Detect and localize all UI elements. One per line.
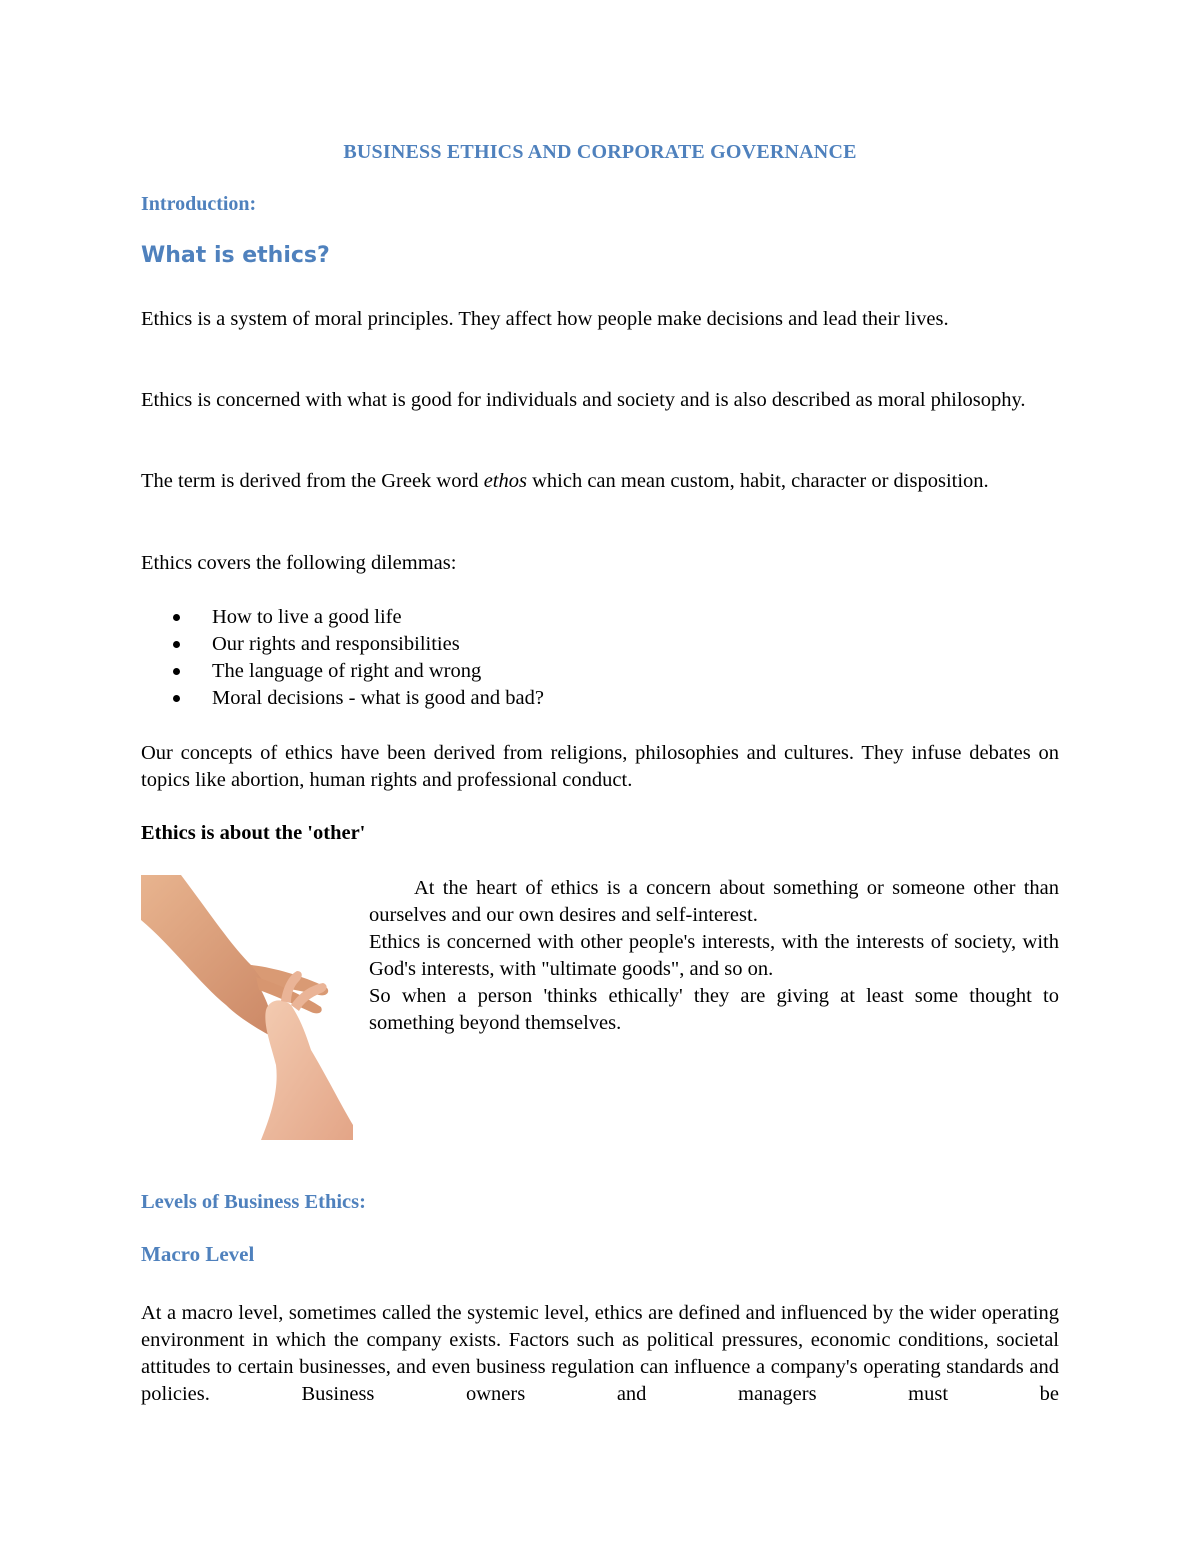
other-paragraph: At the heart of ethics is a concern about something or someone other than ourselves and our own desires and self-interest. — [369, 877, 1059, 926]
dilemmas-list — [141, 604, 1059, 712]
ethics-other-heading: Ethics is about the 'other' — [141, 822, 366, 844]
levels-heading: Levels of Business Ethics: — [141, 1191, 366, 1213]
origin-text-after: which can mean custom, habit, character or disposition. — [526, 470, 989, 492]
helping-hands-photo — [141, 875, 353, 1140]
bullet-icon — [173, 614, 180, 621]
origin-text-before: The term is derived from the Greek word — [141, 470, 484, 492]
bullet-icon — [173, 695, 180, 702]
paragraph-concern: Ethics is concerned with what is good for individuals and society and is also described as moral philosophy. — [141, 389, 1026, 411]
list-item: Our rights and responsibilities — [141, 631, 1059, 658]
paragraph-concepts: Our concepts of ethics have been derived from religions, philosophies and cultures. They infuse debates on topics like abortion, human rights and professional conduct. — [141, 742, 1059, 791]
paragraph-origin — [141, 468, 1059, 495]
macro-level-heading: Macro Level — [141, 1242, 255, 1266]
paragraph-definition: Ethics is a system of moral principles. They affect how people make decisions and lead their lives. — [141, 308, 949, 330]
other-paragraph: So when a person 'thinks ethically' they are giving at least some thought to something beyond themselves. — [369, 985, 1059, 1034]
list-item: How to live a good life — [141, 604, 1059, 631]
list-item: The language of right and wrong — [141, 658, 1059, 685]
introduction-heading: Introduction: — [141, 193, 257, 215]
document-title: BUSINESS ETHICS AND CORPORATE GOVERNANCE — [343, 141, 857, 163]
child-hand — [261, 1000, 353, 1140]
list-item: Moral decisions - what is good and bad? — [141, 685, 1059, 712]
ethics-other-text — [369, 875, 1059, 1037]
bullet-icon — [173, 668, 180, 675]
paragraph-macro-level: At a macro level, sometimes called the systemic level, ethics are defined and influenced by the wider operating environment in which the company exists. Factors such as political pressures, economic conditions, societal attitudes to certain businesses, and even business regulation can influence a company's operating standards and policies. Business owners and managers must be — [141, 1302, 1059, 1405]
greek-word: ethos — [483, 470, 527, 492]
bullet-icon — [173, 641, 180, 648]
other-paragraph: Ethics is concerned with other people's interests, with the interests of society, with God's interests, with "ultimate goods", and so on. — [369, 931, 1059, 980]
what-is-ethics-heading: What is ethics? — [141, 243, 330, 268]
paragraph-dilemmas-intro: Ethics covers the following dilemmas: — [141, 552, 457, 574]
